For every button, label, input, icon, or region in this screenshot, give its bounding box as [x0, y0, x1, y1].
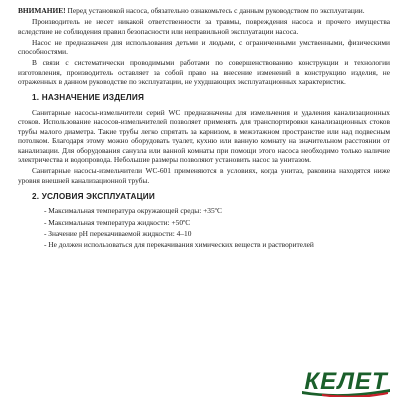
list-item: - Максимальная температура окружающей среды: +35ºС	[44, 206, 222, 216]
warning-text: Перед установкой насоса, обязательно ознакомьтесь с данным руководством по эксплуатации.	[67, 6, 365, 15]
conditions-list	[44, 206, 390, 250]
list-item: - Максимальная температура жидкости: +50ºС	[44, 217, 191, 227]
warning-paragraph	[18, 6, 390, 16]
section-1-heading: 1. НАЗНАЧЕНИЕ ИЗДЕЛИЯ	[32, 92, 145, 102]
logo-wordmark: КЕЛЕТ	[304, 368, 388, 395]
brand-logo	[300, 367, 392, 397]
section-2-heading: 2. УСЛОВИЯ ЭКСПЛУАТАЦИИ	[32, 191, 155, 201]
warning-label: ВНИМАНИЕ!	[18, 6, 66, 15]
list-item: - Значение pH перекачиваемой жидкости: 4–10	[44, 229, 192, 239]
changes-paragraph: В связи с систематически проводимыми работами по совершенствованию конструкции и технологии изготовления, производитель оставляет за собой право на внесение изменений в конструкцию изделия, не отраженных в данном руководстве по эксплуатации, не ухудшающих эксплуатационных характеристик.	[18, 58, 390, 87]
purpose-paragraph: Санитарные насосы-измельчители серий WC предназначены для измельчения и удаления канализационных стоков. Использование насосов-измельчителей позволяет применять для транспортировки канализационных стоков трубы малого диаметра. Такие трубы легко спрятать за карнизом, в межэтажном пространстве или над подвесным потолком. Благодаря этому можно оборудовать туалет, кухню или ванную комнату на значительном расстоянии от канализации. Для оборудования санузла или ванной комнаты при помощи этого насоса необходимо только наличие электричества и водопровода. Небольшие размеры позволяют установить насос за унитазом.	[18, 107, 390, 165]
application-paragraph: Санитарные насосы-измельчители WC-601 применяются в условиях, когда унитаз, раковина находятся ниже уровня внешней канализационной трубы.	[18, 166, 390, 186]
liability-paragraph: Производитель не несет никакой ответственности за травмы, повреждения насоса и прочего имущества вследствие не соблюдения правил безопасности или неправильной эксплуатации насоса.	[18, 16, 390, 36]
list-item: - Не должен использоваться для перекачивания химических веществ и растворителей	[44, 240, 314, 250]
children-paragraph: Насос не предназначен для использования детьми и людьми, с ограниченными умственными, физическими способностями.	[18, 37, 390, 57]
manual-text	[18, 6, 390, 252]
